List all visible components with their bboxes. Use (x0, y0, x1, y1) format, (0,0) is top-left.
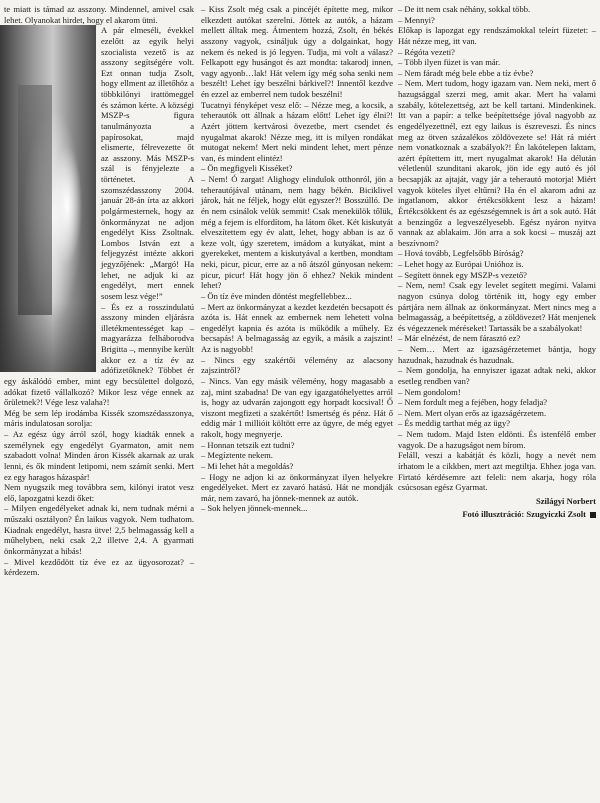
paragraph: – Nem, nem! Csak egy levelet segített megírni. Valami nagyon csúnya dolog történik itt, hogy egy ember pártjára nem állnak az önkormányzat. Mert nincs meg a belmagasság, a beépítettség, a zöldövezet? Hát menjenek és végezzenek méréseket! Tartassák be a szabályokat! (398, 280, 596, 333)
paragraph: – Nem gondolja, ha ennyiszer igazat adtak neki, akkor esetleg rendben van? (398, 365, 596, 386)
end-mark-icon (590, 512, 596, 518)
paragraph: Feláll, veszi a kabátját és közli, hogy a nevét nem írhatom le a cikkben, mert azt megtiltja. Ehhez joga van. Firtató kérdésemre azt feleli: nem akarja, hogy róla csúcsosan egész Gyarmat. (398, 450, 596, 493)
paragraph: – Nem. Mert tudom, hogy igazam van. Nem neki, mert ő hazugsággal szerzi meg, amit akar. Mert ha valami szabály, kötelezettség, azt be kell tartani. Mindenkinek. Itt van a papír: a telke beépítettsége jóval nagyobb az engedélyezettnél, ezt egy laikus is észreveszi. És nincs meg az ötven százalékos zöldövezete se! Hát rá miért nem vonatkoznak a szabályok?! Én lakótelepen laktam, azért építettem itt, mert nyugalmat akarok! Ha délután véletlenül szunditani akarok, jön ide egy autó és jól becsapják az ajtaját, vagy jár a teherautó motorja! Miért vagyok köteles ilyet eltűrni? Ha én el akarom adni az ingatlanom, akkor értékcsökkent lesz a házam! Értékcsökkent és az egészségemnek is árt a sok autó. Hát a benzingőz a legveszélyesebb. Egész nyáron nyitva vannak az ablakaim. Jön arra a sok kocsi – muszáj azt beszívnom? (398, 78, 596, 248)
paragraph: Előkap is lapozgat egy rendszámokkal teleírt füzetet: – Hát nézze meg, itt van. (398, 25, 596, 46)
column-1 (4, 4, 194, 578)
paragraph: – Nem gondolom! (398, 386, 461, 397)
paragraph: – Sok helyen jönnek-mennek... (201, 503, 308, 514)
paragraph: – Mi lehet hát a megoldás? (201, 460, 294, 471)
author-name: Szilágyi Norbert (535, 495, 596, 506)
paragraph: – Mennyi? (398, 14, 435, 25)
paragraph: – Segített önnek egy MSZP-s vezető? (398, 269, 527, 280)
photo-credit-text: Fotó illusztráció: Szugyiczki Zsolt (462, 509, 586, 520)
paragraph: – Milyen engedélyeket adnak ki, nem tudnak mérni a műszaki osztályon? Én laikus vagyok. Nem tudhatom. Kiadnak engedélyt, hasra ütve! 2,5 belmagasság kell a műhelyben, neki csak 2,2 illetve 2,4. A gyarmati önkormányzat a hibás! (4, 503, 194, 556)
photo-light-shape (52, 145, 82, 265)
paragraph: – Nem fordult meg a fejében, hogy feladja? (398, 397, 548, 408)
paragraph: – Már elnézést, de nem fárasztó ez? (398, 333, 521, 344)
photo-credit (398, 509, 596, 520)
corridor-photo (0, 25, 96, 372)
paragraph: – Nem… Mert az igazságérzetemet bántja, hogy hazudnak, hazudnak és hazudnak. (398, 344, 596, 365)
paragraph: A pár elmeséli, évekkel ezelőtt az egyik helyi szocialista vezető is az asszony segítségére volt. Ezt onnan tudja Zsolt, hogy ellment az illetőhöz a többkilónyi irattömeggel és számon kérte. A községi MSZP-s figura tanulmányozta a papírosokat, majd elismerte, félrevezette őt az asszony. Más MSZP-s szál is fényjelezte a történetet. A szomszédasszony 2004. január 28-án írta az akkori polgármesternek, hogy az önkormányzat ne adjon engedélyt Kiss Zsoltnak. Lombos István ezt a feljegyzést intézte akkori jegyzőjének: „Margó! Ha lehet, ne adjuk ki az engedélyt, mert ennek sosem lesz vége!” (101, 25, 194, 301)
paragraph: – Több ilyen füzet is van már. (398, 57, 501, 68)
paragraph: – Nem fáradt még bele ebbe a tíz évbe? (398, 67, 534, 78)
paragraph: – Hogy ne adjon ki az önkormányzat ilyen helyekre engedélyeket. Mert ez zavaró hatású. Hát ne mondják már, nem zavaró, ha jönnek-mennek az autók. (201, 471, 393, 503)
paragraph: – Megíztente nekem. (201, 450, 273, 461)
paragraph: – De itt nem csak néhány, sokkal több. (398, 4, 531, 14)
photo-door-shape (18, 85, 52, 315)
paragraph: – Nem tudom. Majd Isten eldönti. És istenfélő ember vagyok. De a hazugságot nem bírom. (398, 429, 596, 450)
paragraph: Nem nyugszik meg továbbra sem, kilónyi iratot vesz elő, lapozgatni kezdi őket: (4, 482, 194, 503)
paragraph: – Lehet hogy az Európai Unióhoz is. (398, 259, 524, 269)
paragraph: Még be sem lép irodámba Kissék szomszédasszonya, máris indulatosan sorolja: (4, 407, 194, 429)
column-3 (398, 4, 596, 520)
paragraph: – Hová tovább, Legfelsőbb Bíróság? (398, 248, 524, 259)
paragraph: – És ez a rosszindulatú asszony minden eljárásra illetékmentességet kap – magyarázza felháborodva Brigitta –, mennyibe került akkor ez a tíz év az adófizetőknek? Többet ér egy áskálódó ember, mint egy becsülettel dolgozó, adókat fizető vállalkozó? Mikor lesz vége ennek az őrületnek?! Vége lesz valaha?! (4, 301, 194, 408)
paragraph: – Nincs. Van egy másik vélemény, hogy magasabb a zaj, mint szabadna! De van egy igazgatóhelyettes arról is, hogy az udvarán zajongott egy horpadt kocsival! Ő viszont megfizeti a szakértőt! Ismertség és pénz. Hát ő eddig már 1 millióit költött erre az ügyre, de még egyet rakolt, hogy megnyerje. (201, 375, 393, 439)
paragraph: Tucatnyi fényképet vesz elő: – Nézze meg, a kocsik, a teherautók ott állnak a házam előtt! Lehet így élni?! Azért jöttem kertvárosi övezetbe, mert csendet és nyugalmat akarok! Nézze meg, itt is milyen rondákat mutogat nekem! Mert neki mindent lehet, mert pénze van, és mindent elintéz! (201, 99, 393, 163)
paragraph: – Ön tíz éve minden döntést megfellebbez... (201, 290, 352, 301)
paragraph: – Ön megfigyeli Kisséket? (201, 163, 293, 174)
paragraph: te miatt is támad az asszony. Mindennel, amivel csak lehet. Olyanokat hirdet, hogy el akarom ütni. (4, 4, 194, 25)
paragraph: – Mivel kezdődött tíz éve ez az ügyosorozat? – kérdezem. (4, 556, 194, 578)
column-2 (201, 4, 393, 514)
paragraph: – Honnan tetszik ezt tudni? (201, 439, 295, 450)
paragraph: – Nincs egy szakértői vélemény az alacsony zajszintről? (201, 354, 393, 376)
paragraph: – Régóta vezeti? (398, 46, 455, 57)
paragraph: – Nem. Mert olyan erős az igazságérzetem. (398, 407, 547, 418)
paragraph: – És meddig tarthat még az ügy? (398, 418, 511, 429)
paragraph: – Nem! Ó zargat! Alighogy elindulok otthonról, jön a teherautójával utánam, nem hagy békén. Biciklivel járok, hát ne féljek, hogy elüt egyszer?! Bosszúlló. De én nem csinálok velük semmit! Csak menekülök tőlük, még a fejem is elfordítom, ha látom őket. Két kiskutyát elveszítettem egy év alatt, lehet, hogy abban is az ő keze volt, úgy szeretem, imádom a kutyákat, mint a gyerekeket, mentem a kiskutyával a kertben, mondtam neki, picur, picur, erre az a nő átszól gúnyosan nekem: picur, picur! Hát hogy jön ő ehhez? Nekik mindent lehet? (201, 174, 393, 291)
paragraph: – Az egész úgy árról szól, hogy kiadták ennek a személynek egy engedélyt Gyarmaton, amit nem szabadott volna! Minden áron Kissék akarnak az urak lenni, és ők mindent letipomi, nem számít senki. Mert ez egy haragos házaspár! (4, 429, 194, 482)
photo-floor-shape (0, 302, 96, 372)
paragraph: – Kiss Zsolt még csak a pincéjét építette meg, mikor elkezdett autókat szerelni. Jöttek az autók, a házam mellett álltak meg. Átmentem hozzá, Zsolt, én békés asszony vagyok, csináljuk úgy a dolgainkat, hogy nekem és neked is jó legyen. Tudja, mi volt a válasz? Felkapott egy husángot és azt mondta: takarodj innen, vagy agyonb…lak! Hát velem így még soha senki nem beszélt! Lehet így beszélni bárkivel?! Innentől kezdve én ezzel az emberrel nem tudok beszélni! (201, 4, 393, 99)
paragraph: – Mert az önkormányzat a kezdet kezdetén becsapott és azóta is. Hát ennek az embernek nem lehetett volna engedélyt kapnia és azóta is működik a műhely. Ez becsapás! A belmagasság az egyik, a másik a zajszint! Az is nagyobb! (201, 301, 393, 354)
